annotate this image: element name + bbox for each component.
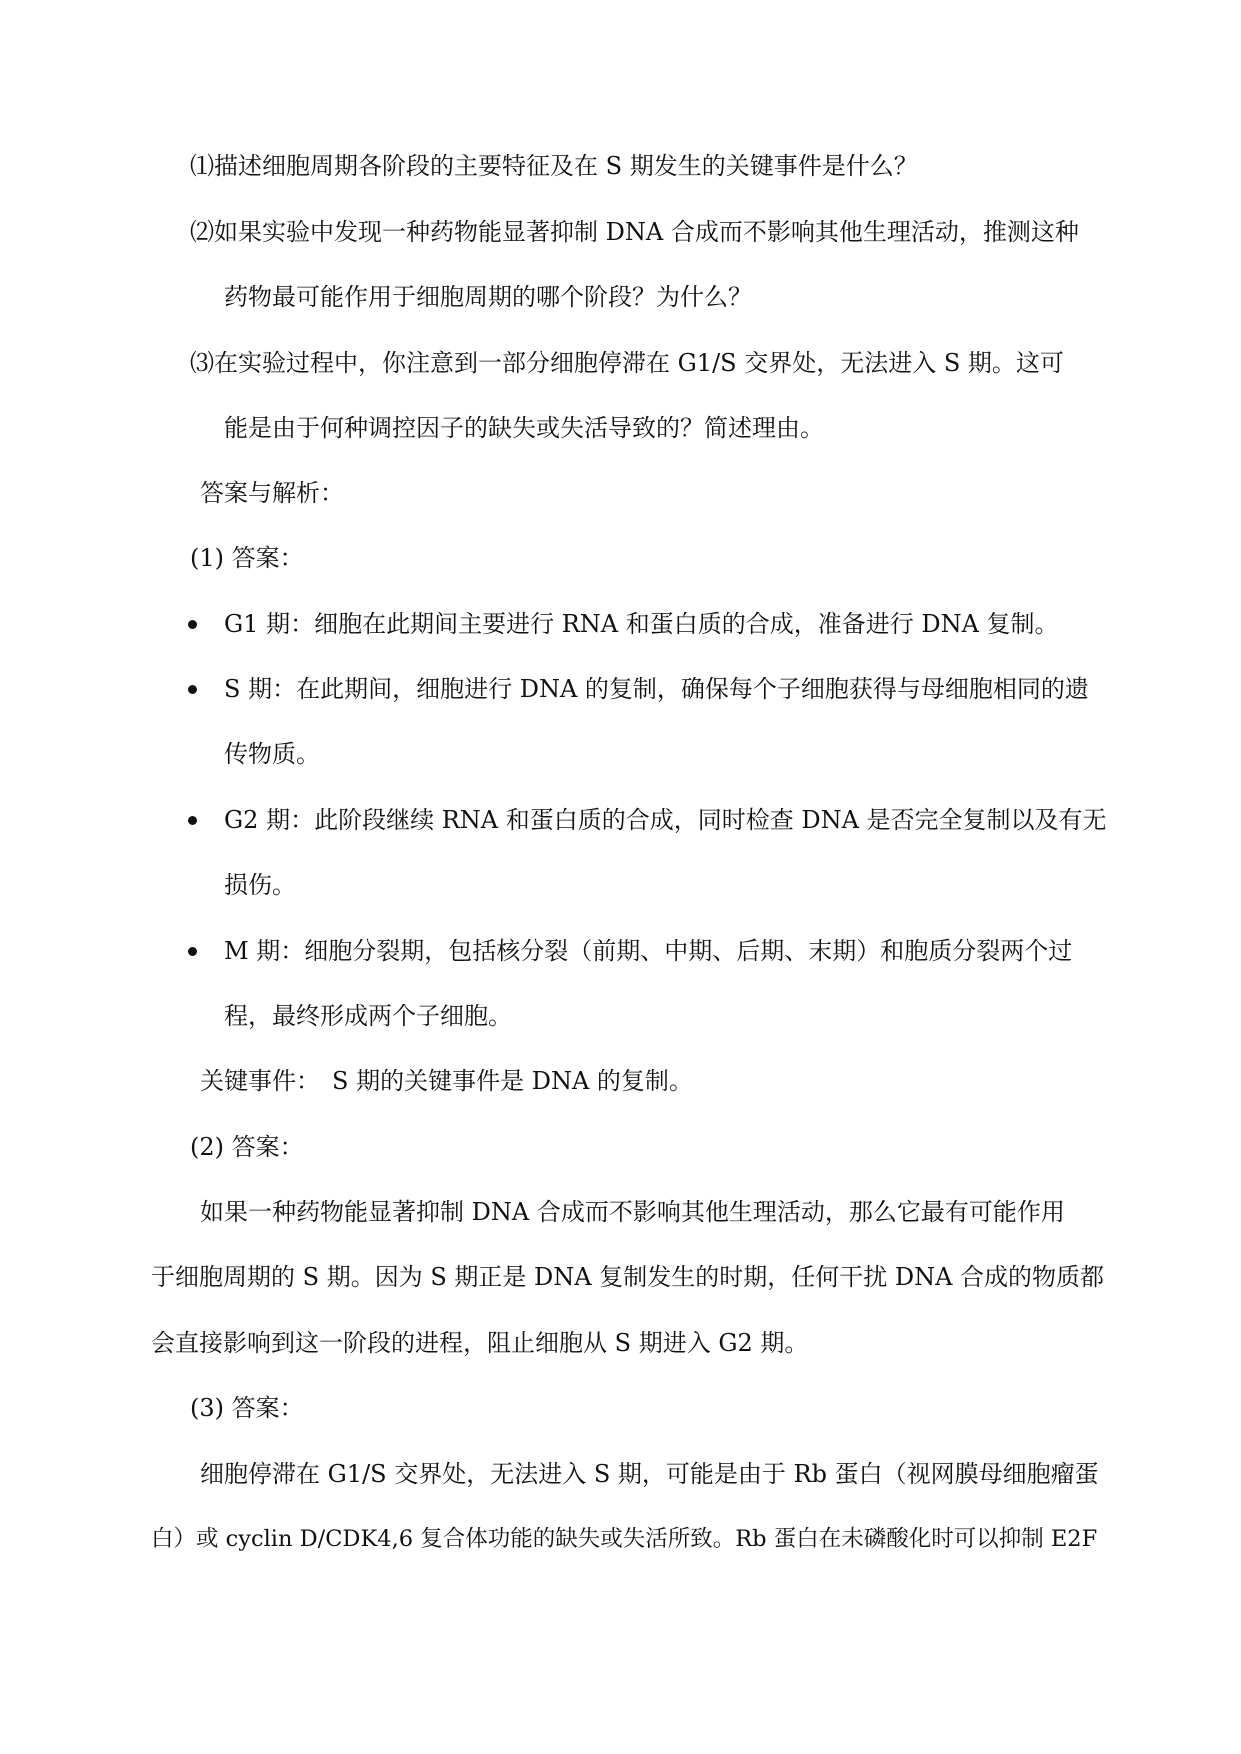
answer-2-heading-text: (2) 答案： — [190, 1133, 304, 1161]
answer-2-line-2: 于细胞周期的 S 期。因为 S 期正是 DNA 复制发生的时期，任何干扰 DNA 合成的物质都 — [151, 1263, 1105, 1291]
answer-2-line-3: 会直接影响到这一阶段的进程，阻止细胞从 S 期进入 G2 期。 — [151, 1329, 809, 1357]
bullet-m-text: M 期：细胞分裂期，包括核分裂（前期、中期、后期、末期）和胞质分裂两个过 — [224, 937, 1073, 965]
answer-3-heading-text: (3) 答案： — [190, 1394, 304, 1422]
answer-1-heading-text: (1) 答案： — [190, 544, 304, 572]
question-1-text: ⑴描述细胞周期各阶段的主要特征及在 S 期发生的关键事件是什么？ — [190, 152, 918, 180]
answer-2-line-1: 如果一种药物能显著抑制 DNA 合成而不影响其他生理活动，那么它最有可能作用 — [200, 1198, 1065, 1226]
bullet-s-text: S 期：在此期间，细胞进行 DNA 的复制，确保每个子细胞获得与母细胞相同的遗 — [224, 675, 1089, 703]
bullet-g2-text-2: 损伤。 — [224, 871, 296, 899]
answer-3-line-2: 白）或 cyclin D/CDK4,6 复合体功能的缺失或失活所致。Rb 蛋白在未磷酸化时可以抑制 E2F — [151, 1526, 1098, 1552]
answer-3-line-1: 细胞停滞在 G1/S 交界处，无法进入 S 期，可能是由于 Rb 蛋白（视网膜母细胞瘤蛋 — [200, 1460, 1099, 1488]
bullet-icon — [188, 947, 197, 956]
bullet-icon — [188, 816, 197, 825]
key-event-text: 关键事件： S 期的关键事件是 DNA 的复制。 — [200, 1067, 693, 1095]
bullet-m-text-2: 程，最终形成两个子细胞。 — [224, 1002, 512, 1030]
bullet-g2-text: G2 期：此阶段继续 RNA 和蛋白质的合成，同时检查 DNA 是否完全复制以及有无 — [224, 806, 1107, 834]
bullet-s-text-2: 传物质。 — [224, 740, 320, 768]
bullet-icon — [188, 685, 197, 694]
question-2-line-2: 药物最可能作用于细胞周期的哪个阶段？为什么？ — [224, 283, 752, 311]
bullet-g1-text: G1 期：细胞在此期间主要进行 RNA 和蛋白质的合成，准备进行 DNA 复制。 — [224, 610, 1059, 638]
question-3-line-1: ⑶在实验过程中，你注意到一部分细胞停滞在 G1/S 交界处，无法进入 S 期。这可 — [190, 349, 1064, 377]
answers-intro-text: 答案与解析： — [200, 479, 344, 507]
bullet-icon — [188, 620, 197, 629]
question-3-line-2: 能是由于何种调控因子的缺失或失活导致的？简述理由。 — [224, 414, 824, 442]
question-2-line-1: ⑵如果实验中发现一种药物能显著抑制 DNA 合成而不影响其他生理活动，推测这种 — [190, 218, 1079, 246]
